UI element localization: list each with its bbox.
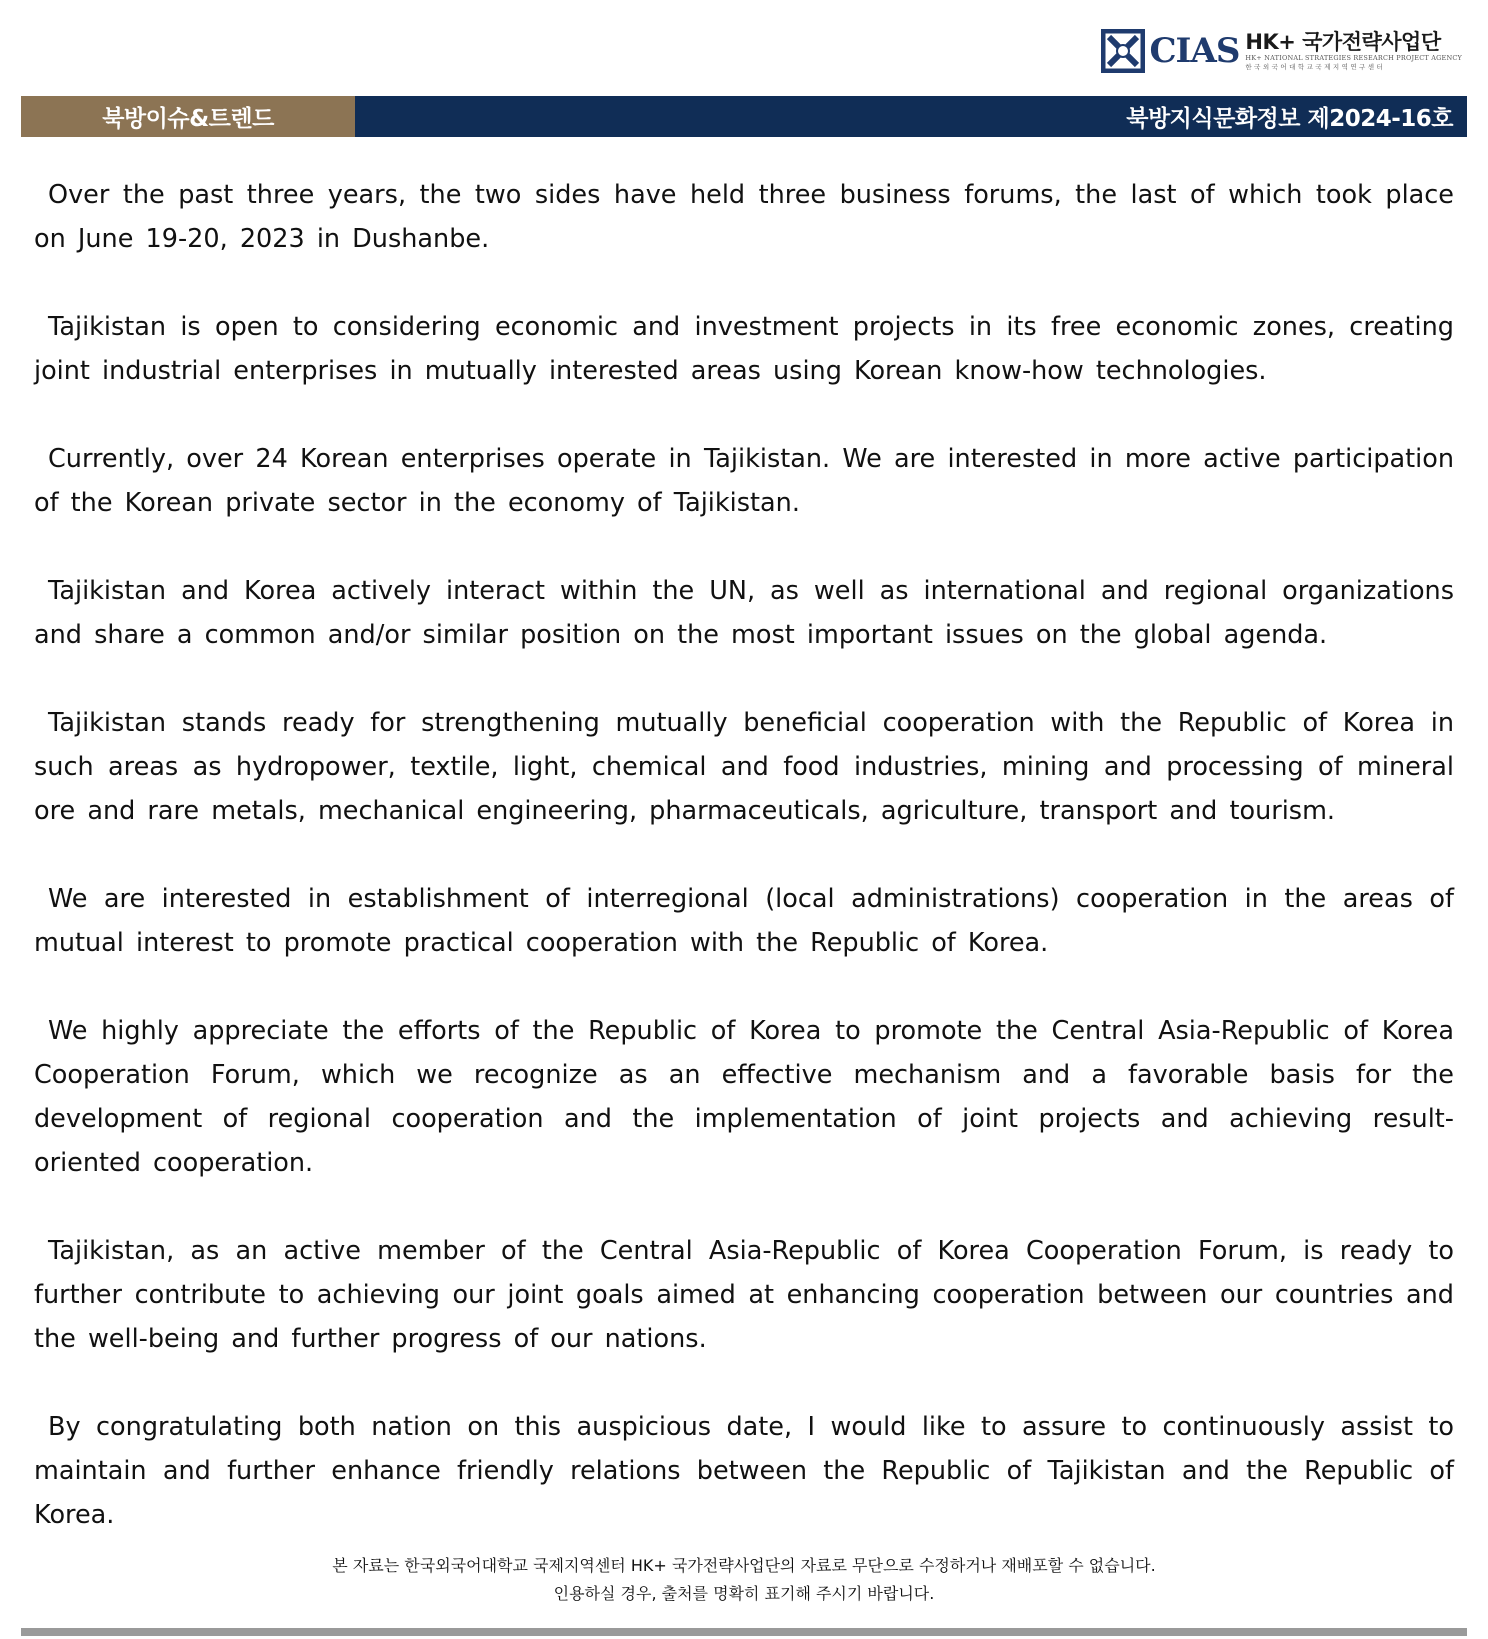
paragraph: Tajikistan, as an active member of the Central Asia-Republic of Korea Cooperation Forum, is ready to further contribute to achieving our joint goals aimed at enhancing cooperation between our countries and the well-being and further progress of our nations.	[34, 1236, 1454, 1354]
issue-label: 북방지식문화정보 제2024-16호	[355, 96, 1467, 137]
hufs-emblem-icon	[1101, 29, 1145, 73]
header-logo	[1101, 26, 1462, 76]
logo-cias-text: CIAS	[1149, 31, 1240, 71]
logo-subtitle-korean: 한 국 외 국 어 대 학 교 국 제 지 역 연 구 센 터	[1245, 62, 1384, 71]
logo-text-block	[1245, 32, 1462, 70]
footer-line-copyright: 본 자료는 한국외국어대학교 국제지역센터 HK+ 국가전략사업단의 자료로 무단으로 수정하거나 재배포할 수 없습니다.	[332, 1556, 1156, 1575]
paragraph: Currently, over 24 Korean enterprises operate in Tajikistan. We are interested in more active participation of the Korean private sector in the economy of Tajikistan.	[34, 444, 1454, 518]
article-body	[34, 173, 1454, 1581]
paragraph: We highly appreciate the efforts of the Republic of Korea to promote the Central Asia-Republic of Korea Cooperation Forum, which we recognize as an effective mechanism and a favorable basis for the development of regional cooperation and the implementation of joint projects and achieving result-oriented cooperation.	[34, 1016, 1454, 1178]
header-banner	[21, 96, 1467, 137]
logo-title: HK+ 국가전략사업단	[1245, 30, 1441, 54]
footer-notice	[0, 1552, 1488, 1608]
bottom-divider	[21, 1628, 1467, 1636]
paragraph: By congratulating both nation on this auspicious date, I would like to assure to continuously assist to maintain and further enhance friendly relations between the Republic of Tajikistan and the Republic of Korea.	[34, 1412, 1454, 1530]
paragraph: Tajikistan and Korea actively interact within the UN, as well as international and regional organizations and share a common and/or similar position on the most important issues on the global agenda.	[34, 576, 1454, 650]
logo-subtitle-english: HK+ NATIONAL STRATEGIES RESEARCH PROJECT AGENCY	[1245, 54, 1462, 62]
section-label: 북방이슈&트렌드	[21, 96, 355, 137]
paragraph: Tajikistan is open to considering economic and investment projects in its free economic zones, creating joint industrial enterprises in mutually interested areas using Korean know-how technologies.	[34, 312, 1454, 386]
footer-line-citation: 인용하실 경우, 출처를 명확히 표기해 주시기 바랍니다.	[553, 1584, 935, 1603]
paragraph: Over the past three years, the two sides have held three business forums, the last of which took place on June 19-20, 2023 in Dushanbe.	[34, 180, 1454, 254]
paragraph: Tajikistan stands ready for strengthening mutually beneficial cooperation with the Republic of Korea in such areas as hydropower, textile, light, chemical and food industries, mining and processing of mineral ore and rare metals, mechanical engineering, pharmaceuticals, agriculture, transport and tourism.	[34, 708, 1454, 826]
paragraph: We are interested in establishment of interregional (local administrations) cooperation in the areas of mutual interest to promote practical cooperation with the Republic of Korea.	[34, 884, 1454, 958]
